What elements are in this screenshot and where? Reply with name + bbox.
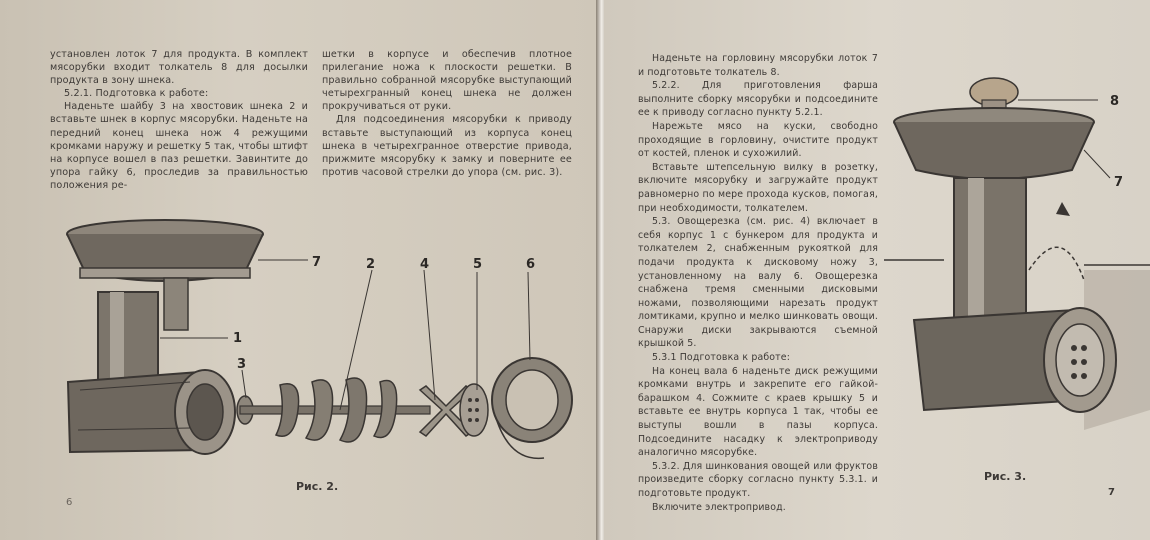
paragraph: Наденьте на горловину мясорубки лоток 7 и подготовьте толкатель 8. xyxy=(638,53,878,78)
paragraph: 5.3. Овощерезка (см. рис. 4) включает в себя корпус 1 с бункером для продукта и толкателем 2, снабженным рукояткой для подачи продукта к дисковому ножу 3, установленному на валу 6. Овощерезка снабжена тремя сменными дисковыми ножами, позволяющими нарезать продукт ломтиками, крупно и мелко шинковать овощи. Снаружи диски закрываются съемной крышкой 5. xyxy=(638,216,878,350)
paragraph: На конец вала 6 наденьте диск режущими кромками внутрь и закрепите его гайкой-барашком 4. Сожмите с краев крышку 5 и вставьте ее внутрь корпуса 1 так, чтобы ее выступы вошли в пазы корпуса. Подсоедините насадку к электроприводу аналогично мясорубке. xyxy=(638,365,878,459)
grinder-body-drawing xyxy=(68,292,235,454)
paragraph: 5.3.2. Для шинкования овощей или фруктов произведите сборку согласно пункту 5.3.1. и подготовьте продукт. xyxy=(638,460,878,499)
figure-label-5: 5 xyxy=(473,257,483,272)
figure-3-caption: Рис. 3. xyxy=(984,470,1027,483)
paragraph: Для подсоединения мясорубки к приводу вставьте выступающий из корпуса конец шнека в четырехгранное отверстие привода, прижмите мясорубку к замку и поверните ее против часовой стрелки до упора (см. рис. 3). xyxy=(322,114,572,178)
left-text-column-2 xyxy=(322,48,572,179)
meat-grinder-exploded-figure xyxy=(40,210,598,480)
figure-label-4: 4 xyxy=(420,257,430,272)
auger-drawing xyxy=(240,378,430,442)
figure-label-6: 6 xyxy=(526,257,536,272)
paragraph: шетки в корпусе и обеспечив плотное прилегание ножа к плоскости решетки. В правильно собранной мясорубке выступающий четырехгранный конец шнека не должен прокручиваться от руки. xyxy=(322,49,572,113)
grate-drawing xyxy=(460,384,488,436)
section-heading: 5.3.1 Подготовка к работе: xyxy=(652,352,791,364)
paragraph: Включите электропривод. xyxy=(652,501,786,513)
paragraph: Наденьте шайбу 3 на хвостовик шнека 2 и вставьте шнек в корпус мясорубки. Наденьте на передний конец шнека нож 4 режущими кромками наружу и решетку 5 так, чтобы штифт на корпусе вошел в паз решетки. Завинтите до упора гайку 6, проследив за правильностью положения ре- xyxy=(50,101,308,191)
figure-2-caption: Рис. 2. xyxy=(296,480,339,493)
figure-label-8: 8 xyxy=(1110,94,1120,109)
paragraph: Нарежьте мясо на куски, свободно проходящие в горловину, очистите продукт от костей, пленок и сухожилий. xyxy=(638,120,878,160)
paragraph: Вставьте штепсельную вилку в розетку, включите мясорубку и загружайте продукт равномерно по мере прохода кусков, помогая, при необходимости, толкателем. xyxy=(638,161,878,214)
figure-label-1: 1 xyxy=(233,331,243,346)
right-text-column xyxy=(638,52,878,514)
page-number-right: 7 xyxy=(1108,487,1115,498)
paragraph: 5.2.2. Для приготовления фарша выполните сборку мясорубки и подсоедините ее к приводу согласно пункту 5.2.1. xyxy=(638,80,878,119)
figure-label-2: 2 xyxy=(366,257,376,272)
tray-drawing xyxy=(67,220,263,330)
page-number-left: 6 xyxy=(66,497,73,508)
tray-drawing xyxy=(894,108,1094,179)
left-text-column-1 xyxy=(50,48,308,192)
assembled-grinder-figure xyxy=(884,70,1150,470)
figure-label-7: 7 xyxy=(312,255,322,270)
figure-label-7: 7 xyxy=(1114,175,1124,190)
nut-drawing xyxy=(492,358,572,458)
figure-label-3: 3 xyxy=(237,357,247,372)
section-heading: 5.2.1. Подготовка к работе: xyxy=(64,88,209,100)
right-page xyxy=(604,0,1150,540)
paragraph: установлен лоток 7 для продукта. В комплект мясорубки входит толкатель 8 для досылки продукта в зону шнека. xyxy=(50,49,308,87)
